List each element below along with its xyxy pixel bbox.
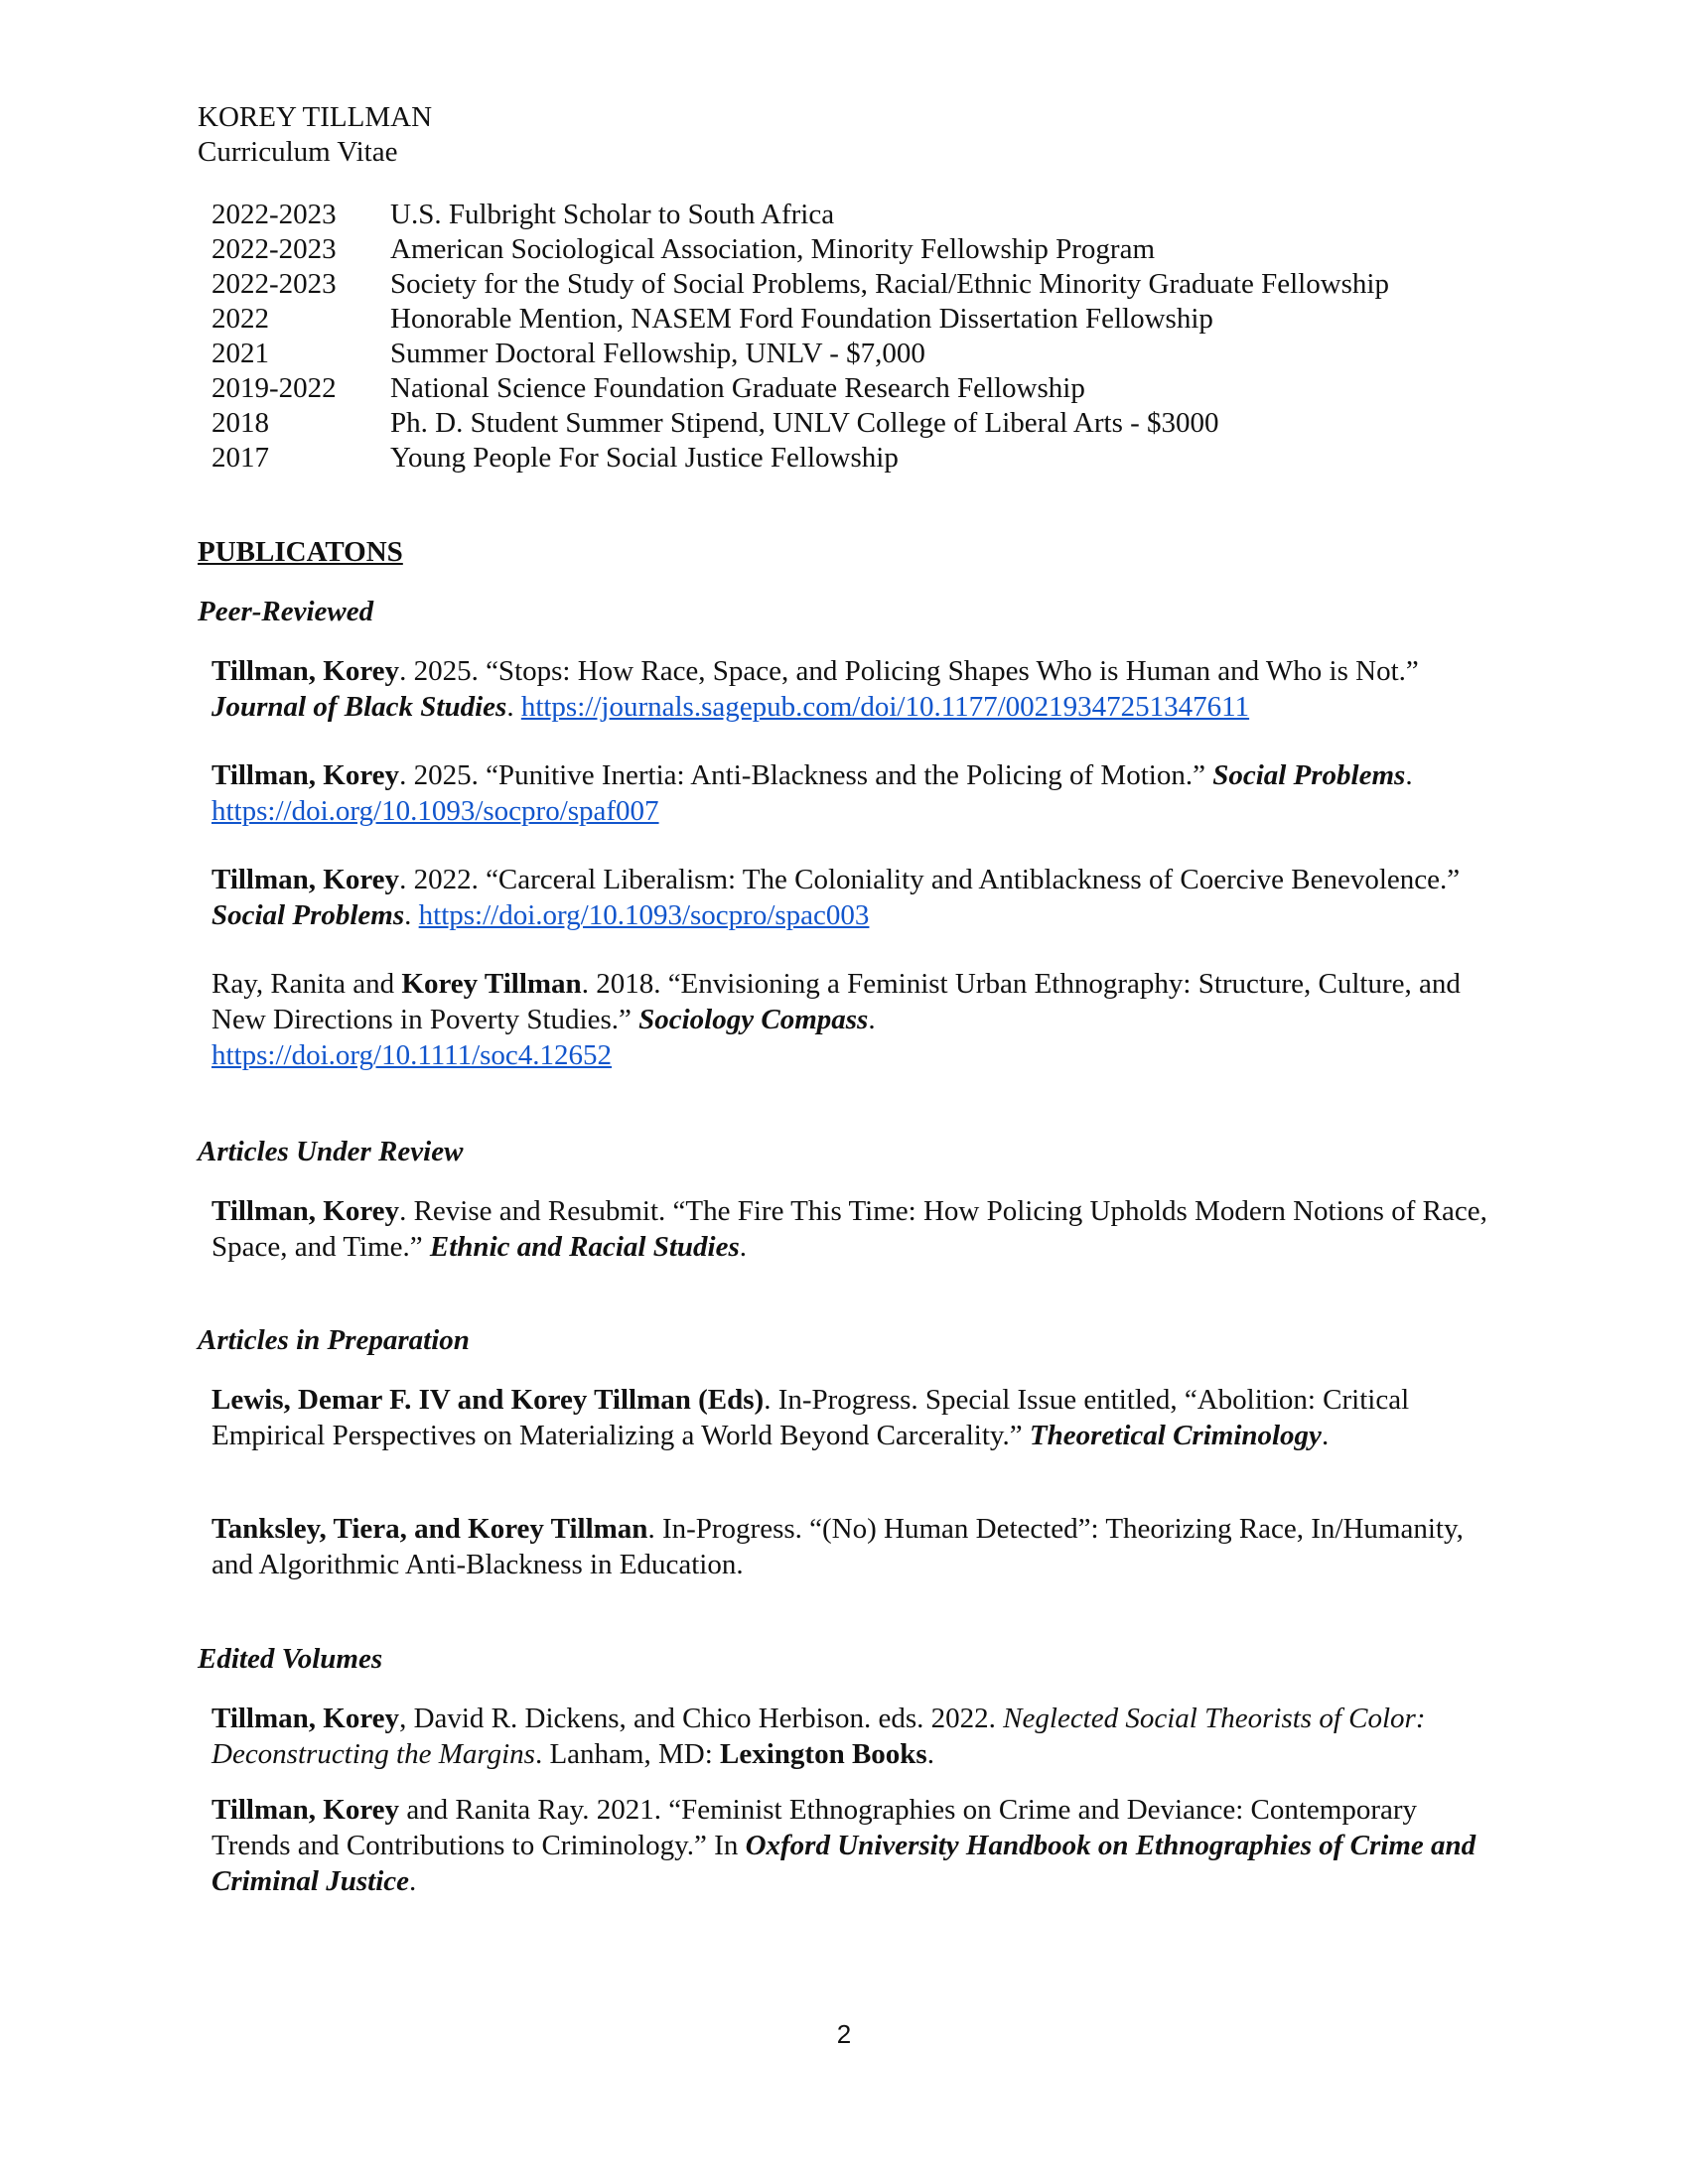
publication-author: Tillman, Korey — [211, 1794, 400, 1826]
in-preparation-heading: Articles in Preparation — [198, 1324, 470, 1356]
award-title: Honorable Mention, NASEM Ford Foundation Dissertation Fellowship — [390, 303, 1213, 335]
publication-punctuation: . — [926, 1738, 934, 1770]
publication-text: . In-Progress. Special Issue entitled, “Abolition: Critical Empirical Perspectives on Materializing a World Beyond Carcerality.” — [211, 1384, 1410, 1451]
publication-punctuation: . — [1405, 759, 1413, 791]
publication-punctuation: . — [506, 691, 521, 723]
award-year: 2022-2023 — [211, 199, 337, 230]
publication-author: Lewis, Demar F. IV and Korey Tillman (Eds) — [211, 1384, 765, 1416]
publication-author: Tillman, Korey — [211, 655, 400, 687]
award-title: Summer Doctoral Fellowship, UNLV - $7,000 — [390, 338, 925, 369]
publication-entry — [211, 1193, 1502, 1265]
publication-punctuation: . — [404, 899, 419, 931]
page-number: 2 — [836, 2019, 852, 2049]
publication-entry — [211, 1792, 1502, 1899]
publication-journal: Sociology Compass — [638, 1004, 869, 1035]
award-title: American Sociological Association, Minority Fellowship Program — [390, 233, 1156, 265]
award-year: 2022-2023 — [211, 233, 337, 265]
publication-punctuation: . — [739, 1231, 747, 1263]
publication-coauthor: Ray, Ranita and — [211, 968, 402, 1000]
publication-location: . Lanham, MD: — [534, 1738, 721, 1770]
publication-author: Tillman, Korey — [211, 1703, 400, 1734]
award-year: 2022 — [211, 303, 269, 335]
publication-entry — [211, 862, 1502, 933]
peer-reviewed-heading: Peer-Reviewed — [198, 596, 374, 627]
award-title: Young People For Social Justice Fellowship — [390, 442, 899, 474]
publication-journal: Social Problems — [211, 899, 405, 931]
publication-punctuation: . — [409, 1865, 417, 1897]
publication-author: Tillman, Korey — [211, 864, 400, 895]
publication-link[interactable]: https://doi.org/10.1093/socpro/spac003 — [418, 899, 870, 931]
publication-entry — [211, 1382, 1502, 1453]
publication-link[interactable]: https://doi.org/10.1093/socpro/spaf007 — [211, 795, 659, 827]
publication-author: Tillman, Korey — [211, 759, 400, 791]
publication-journal: Ethnic and Racial Studies — [429, 1231, 740, 1263]
edited-volumes-heading: Edited Volumes — [198, 1643, 383, 1675]
publication-author: Korey Tillman — [401, 968, 582, 1000]
publication-link[interactable]: https://journals.sagepub.com/doi/10.1177/00219347251347611 — [520, 691, 1250, 723]
publication-text: , David R. Dickens, and Chico Herbison. eds. 2022. — [399, 1703, 1004, 1734]
award-title: Society for the Study of Social Problems, Racial/Ethnic Minority Graduate Fellowship — [390, 268, 1389, 300]
publication-journal: Oxford University Handbook on Ethnographies of Crime and Criminal Justice — [211, 1830, 1477, 1897]
document-title: Curriculum Vitae — [198, 136, 398, 168]
publication-entry — [211, 1701, 1502, 1772]
publication-entry — [211, 966, 1502, 1073]
publication-journal: Journal of Black Studies — [211, 691, 507, 723]
publication-author: Tanksley, Tiera, and Korey Tillman — [211, 1513, 648, 1545]
publication-text: . Revise and Resubmit. “The Fire This Time: How Policing Upholds Modern Notions of Race, Space, and Time.” — [211, 1195, 1487, 1263]
award-year: 2022-2023 — [211, 268, 337, 300]
award-year: 2019-2022 — [211, 372, 337, 404]
publication-punctuation: . — [868, 1004, 876, 1035]
award-year: 2017 — [211, 442, 269, 474]
publication-link[interactable]: https://doi.org/10.1111/soc4.12652 — [211, 1039, 613, 1071]
publications-heading: PUBLICATONS — [198, 536, 403, 568]
publication-entry — [211, 757, 1502, 829]
award-year: 2018 — [211, 407, 269, 439]
author-name: KOREY TILLMAN — [198, 101, 433, 133]
publication-journal: Social Problems — [1212, 759, 1406, 791]
publication-publisher: Lexington Books — [720, 1738, 927, 1770]
under-review-heading: Articles Under Review — [198, 1136, 464, 1167]
award-title: U.S. Fulbright Scholar to South Africa — [390, 199, 835, 230]
publication-text: . 2018. “Envisioning a Feminist Urban Ethnography: Structure, Culture, and New Directions in Poverty Studies.” — [211, 968, 1461, 1035]
publication-text: . In-Progress. “(No) Human Detected”: Theorizing Race, In/Humanity, and Algorithmic Anti-Blackness in Education. — [211, 1513, 1464, 1580]
award-year: 2021 — [211, 338, 269, 369]
publication-punctuation: . — [1321, 1420, 1330, 1451]
publication-text: . 2022. “Carceral Liberalism: The Coloniality and Antiblackness of Coercive Benevolence.” — [399, 864, 1461, 895]
publication-journal: Theoretical Criminology — [1029, 1420, 1322, 1451]
publication-entry — [211, 1511, 1502, 1582]
publication-text: . 2025. “Stops: How Race, Space, and Policing Shapes Who is Human and Who is Not.” — [399, 655, 1419, 687]
award-title: National Science Foundation Graduate Research Fellowship — [390, 372, 1085, 404]
publication-text: and Ranita Ray. 2021. “Feminist Ethnographies on Crime and Deviance: Contemporary Trends and Contributions to Criminology.” In — [211, 1794, 1418, 1861]
publication-entry — [211, 653, 1502, 725]
publication-book-title: Neglected Social Theorists of Color: Deconstructing the Margins — [211, 1703, 1426, 1770]
publication-text: . 2025. “Punitive Inertia: Anti-Blackness and the Policing of Motion.” — [399, 759, 1213, 791]
publication-author: Tillman, Korey — [211, 1195, 400, 1227]
award-title: Ph. D. Student Summer Stipend, UNLV College of Liberal Arts - $3000 — [390, 407, 1219, 439]
